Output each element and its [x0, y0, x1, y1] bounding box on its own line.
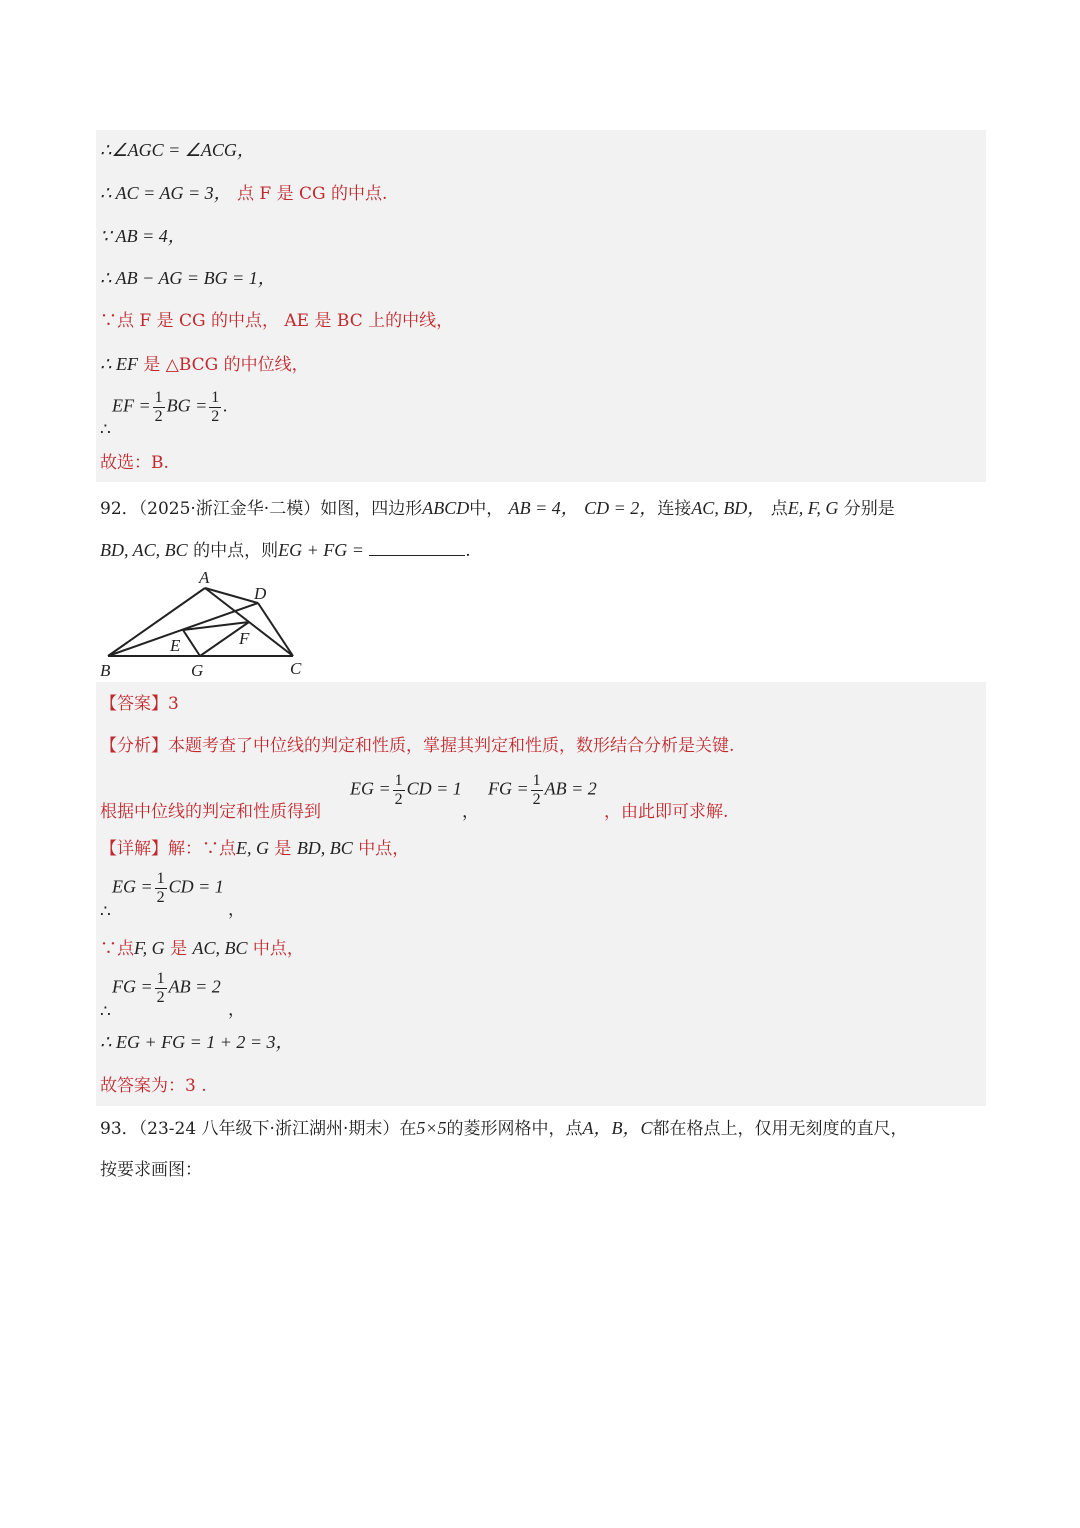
label-d: D [254, 584, 267, 603]
question-93-line2: 按要求画图： [100, 1160, 202, 1180]
therefore-eg: ∴ [100, 902, 111, 922]
comma-eg: ， [228, 900, 245, 920]
fg-midpoint-line: ∵点F, G 是 AC, BC 中点， [100, 938, 304, 959]
detail-line: 【详解】解：∵点E, G 是 BD, BC 中点， [100, 838, 410, 859]
question-92-line2: BD, AC, BC 的中点，则EG + FG = . [100, 540, 471, 561]
formula-fg-basis: FG = $\frac{1}{2}$ AB = 2 [488, 772, 597, 808]
label-f: F [239, 629, 250, 648]
comma-fg: ， [228, 1000, 245, 1020]
final-answer-line: 故答案为：3 . [100, 1076, 207, 1096]
line-bg-1: ∴ AB − AG = BG = 1， [100, 268, 276, 288]
answer-line: 【答案】3 [100, 694, 179, 714]
therefore-fg: ∴ [100, 1002, 111, 1022]
analysis-line: 【分析】本题考查了中位线的判定和性质，掌握其判定和性质，数形结合分析是关键. [100, 736, 735, 756]
quadrilateral-figure [98, 570, 328, 680]
basis-text: 根据中位线的判定和性质得到 [100, 802, 321, 822]
formula-ef: EF = $\frac{1}{2}$ BG = $\frac{1}{2}$ . [112, 389, 228, 425]
answer-blank [369, 541, 465, 556]
label-c: C [290, 659, 302, 678]
line-ac-ag: ∴ AC = AG = 3， 点 F 是 CG 的中点. [100, 183, 388, 204]
line-angle-equal: ∴∠AGC = ∠ACG， [100, 140, 255, 160]
line-ab-4: ∵ AB = 4， [100, 226, 186, 246]
line-choice: 故选：B. [100, 453, 169, 473]
line-midline: ∴ EF 是 △BCG 的中位线， [100, 354, 309, 375]
label-g: G [191, 661, 204, 680]
therefore-symbol: ∴ [100, 420, 111, 440]
line-midpoint-f: ∵点 F 是 CG 的中点， AE 是 BC 上的中线， [100, 311, 454, 331]
sum-line: ∴ EG + FG = 1 + 2 = 3， [100, 1032, 294, 1052]
label-b: B [100, 661, 111, 680]
question-92-line1: 92．（2025·浙江金华·二模）如图，四边形ABCD中， AB = 4， CD = 2，连接AC, BD， 点E, F, G 分别是 [100, 498, 895, 519]
formula-eg-basis: EG = $\frac{1}{2}$ CD = 1 [350, 772, 462, 808]
formula-eg: EG = $\frac{1}{2}$ CD = 1 [112, 870, 224, 906]
solve-text: ，由此即可求解. [604, 802, 729, 822]
label-a: A [199, 570, 210, 587]
label-e: E [170, 636, 181, 655]
formula-fg: FG = $\frac{1}{2}$ AB = 2 [112, 970, 221, 1006]
question-93-line1: 93．（23-24 八年级下·浙江湖州·期末）在5×5的菱形网格中，点A，B，C都在格点上，仅用无刻度的直尺， [100, 1118, 908, 1139]
comma-basis: ， [462, 802, 479, 822]
